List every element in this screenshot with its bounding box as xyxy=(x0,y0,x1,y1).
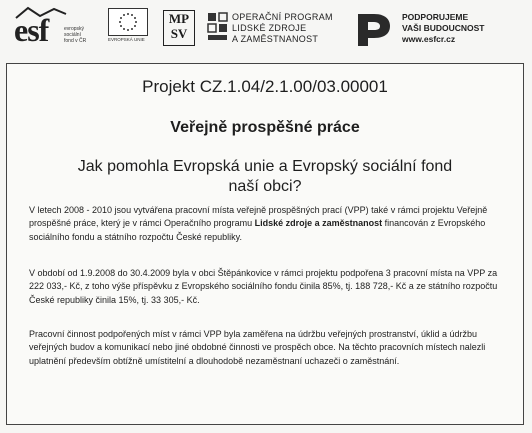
paragraph-funding: V období od 1.9.2008 do 30.4.2009 byla v obci Štěpánkovice v rámci projektu podpořena 3 pracovní místa na VPP za 222 033,- Kč, z toho výše příspěvku z Evropského sociálního fondu činila 85%, tj. 188 728,- Kč a ze státního rozpočtu České republiky činila 15%, tj. 33 305,- Kč. xyxy=(29,268,498,305)
eu-caption: EVROPSKÁ UNIE xyxy=(108,37,145,42)
op-lz-icon xyxy=(207,12,229,42)
podporujeme-text: PODPORUJEME VAŠI BUDOUCNOST www.esfcr.cz xyxy=(402,12,485,44)
esf-wordmark: esf xyxy=(14,12,49,48)
mpsv-logo: MP SV xyxy=(163,10,195,46)
paragraph-work: Pracovní činnost podpořených míst v rámci VPP byla zaměřena na údržbu veřejných prostranství, úklid a údržbu veřejných budov a komunikací nebo jiné obdobné činnosti ve prospěch obce. Na těchto pracovních místech nalezli uplatnění především obtížně umístitelní a dlouhodobě nezaměstnaní uchazeči o zaměstnání. xyxy=(29,329,486,366)
podporujeme-p-icon xyxy=(354,10,394,50)
document-title: Veřejně prospěšné práce xyxy=(170,119,360,136)
project-code: Projekt CZ.1.04/2.1.00/03.00001 xyxy=(142,77,388,96)
eu-flag-icon xyxy=(108,8,148,36)
program-name-bold: Lidské zdroje a zaměstnanost xyxy=(254,218,383,229)
paragraph-intro: V letech 2008 - 2010 jsou vytvářena pracovní místa veřejně prospěšných prací (VPP) také v rámci projektu Veřejně prospěšné práce, který je v rámci Operačního programu Lidské zdroje a zaměstnanost financován z Evropského sociálního fondu a státního rozpočtu České republiky. xyxy=(29,205,488,242)
eu-logo xyxy=(108,8,148,44)
logo-header xyxy=(0,0,532,58)
op-program-text: OPERAČNÍ PROGRAM LIDSKÉ ZDROJE A ZAMĚSTNANOST xyxy=(232,12,333,44)
question-heading: Jak pomohla Evropská unie a Evropský sociální fond naší obci? xyxy=(77,158,453,195)
esf-logo xyxy=(14,8,104,50)
document-box xyxy=(6,63,524,425)
esf-subtitle: evropský sociální fond v ČR xyxy=(64,26,87,44)
